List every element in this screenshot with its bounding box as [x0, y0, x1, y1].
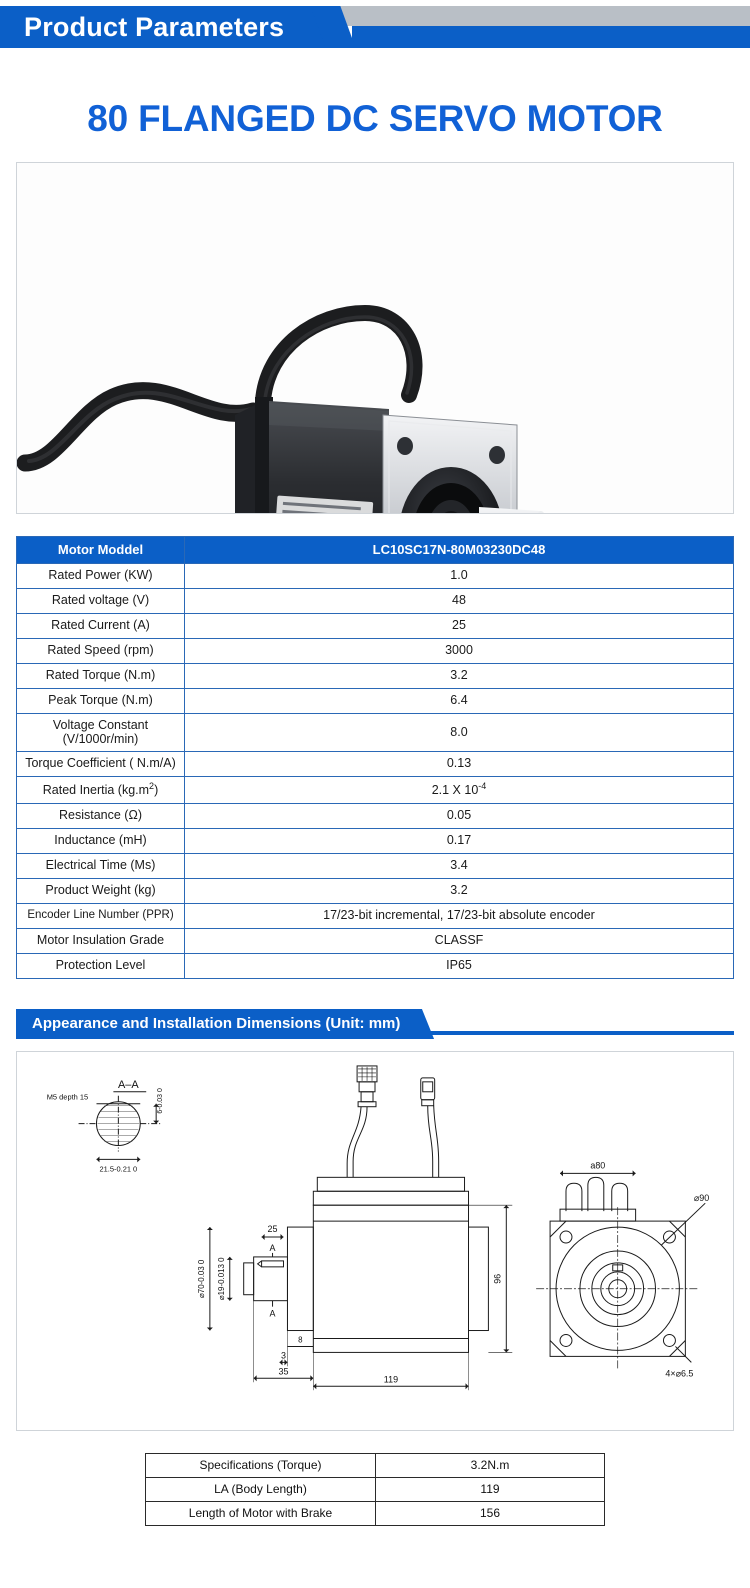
- spec-value: 3.2: [185, 878, 734, 903]
- table-row: [17, 776, 734, 803]
- spec-value: CLASSF: [185, 928, 734, 953]
- spec-label: Electrical Time (Ms): [17, 853, 185, 878]
- spec-value: 0.05: [185, 803, 734, 828]
- label-a80: a80: [590, 1159, 606, 1170]
- dimension-drawing: [16, 1051, 734, 1431]
- spec-label: Torque Coefficient ( N.m/A): [17, 751, 185, 776]
- product-title: 80 FLANGED DC SERVO MOTOR: [87, 98, 663, 139]
- table-row: [17, 803, 734, 828]
- table-row: [146, 1477, 605, 1501]
- label-dim-25: 25: [267, 1223, 278, 1234]
- bottom-value: 119: [376, 1477, 605, 1501]
- table-row: [17, 853, 734, 878]
- label-section-a-bottom: A: [269, 1308, 276, 1319]
- table-row: [17, 953, 734, 978]
- spec-value: 3000: [185, 639, 734, 664]
- label-shaft-flat: 21.5-0.21 0: [99, 1163, 138, 1173]
- spec-value: 0.13: [185, 751, 734, 776]
- spec-value: 0.17: [185, 828, 734, 853]
- spec-label: Inductance (mH): [17, 828, 185, 853]
- header-blue-bar: [352, 26, 750, 48]
- table-row: [146, 1453, 605, 1477]
- label-key-height: 6-0.03 0: [157, 1087, 165, 1114]
- page-title: Product Parameters: [24, 12, 285, 42]
- product-photo: [16, 162, 734, 514]
- label-m5-depth: M5 depth 15: [46, 1092, 89, 1102]
- spec-label: Rated Power (KW): [17, 564, 185, 589]
- section-banner-dimensions: [16, 1009, 734, 1043]
- spec-value: 25: [185, 614, 734, 639]
- table-row: [17, 751, 734, 776]
- spec-value: 1.0: [185, 564, 734, 589]
- dimension-drawing-svg: [17, 1052, 733, 1430]
- label-section-a-top: A: [269, 1242, 276, 1253]
- table-row: [17, 639, 734, 664]
- torque-length-table: [145, 1453, 605, 1526]
- bottom-value: 3.2N.m: [376, 1453, 605, 1477]
- table-row: [17, 689, 734, 714]
- label-shaft-dia: ⌀19-0.013 0: [216, 1256, 226, 1300]
- spec-value: 48: [185, 589, 734, 614]
- table-row: [17, 928, 734, 953]
- spec-label: Motor Insulation Grade: [17, 928, 185, 953]
- table-row: [17, 664, 734, 689]
- spec-label: Protection Level: [17, 953, 185, 978]
- spec-value: 6.4: [185, 689, 734, 714]
- spec-header-value: LC10SC17N-80M03230DC48: [185, 537, 734, 564]
- table-row: [146, 1501, 605, 1525]
- spec-header-label: Motor Moddel: [17, 537, 185, 564]
- table-row: [17, 828, 734, 853]
- bottom-label: LA (Body Length): [146, 1477, 376, 1501]
- spec-table: [16, 536, 734, 979]
- spec-value: 3.4: [185, 853, 734, 878]
- label-dim-35: 35: [278, 1365, 289, 1376]
- spec-value: 17/23-bit incremental, 17/23-bit absolute encoder: [185, 903, 734, 928]
- label-flange-dia: ⌀70-0.03 0: [196, 1259, 206, 1298]
- spec-value: 8.0: [185, 714, 734, 752]
- label-dim-119: 119: [383, 1373, 399, 1384]
- table-row: [17, 714, 734, 752]
- table-row-header: [17, 537, 734, 564]
- label-mounting-holes: 4×⌀6.5: [665, 1367, 694, 1378]
- table-row: [17, 903, 734, 928]
- spec-value: IP65: [185, 953, 734, 978]
- spec-label: Voltage Constant (V/1000r/min): [17, 714, 185, 752]
- header-grey-bar: [340, 6, 750, 26]
- table-row: [17, 589, 734, 614]
- spec-label: Rated Torque (N.m): [17, 664, 185, 689]
- label-dia-90: ⌀90: [693, 1192, 710, 1203]
- label-dim-96: 96: [492, 1273, 503, 1284]
- table-row: [17, 878, 734, 903]
- spec-label: Rated Speed (rpm): [17, 639, 185, 664]
- label-section-view: A–A: [117, 1078, 139, 1091]
- spec-label: Rated voltage (V): [17, 589, 185, 614]
- spec-label: Rated Current (A): [17, 614, 185, 639]
- spec-label: Encoder Line Number (PPR): [17, 903, 185, 928]
- spec-label: Rated Inertia $(kg.m^2)$: [17, 776, 185, 803]
- spec-value: 2.1 X $10^{-4}$: [185, 776, 734, 803]
- label-dim-8: 8: [298, 1334, 303, 1344]
- section-title: Appearance and Installation Dimensions (Unit: mm): [32, 1014, 401, 1032]
- bottom-value: 156: [376, 1501, 605, 1525]
- page-header: [0, 0, 750, 58]
- label-dim-3: 3: [280, 1349, 286, 1360]
- table-row: [17, 564, 734, 589]
- spec-label: Resistance (Ω): [17, 803, 185, 828]
- servo-motor-illustration: [17, 163, 733, 514]
- section-underline: [420, 1031, 734, 1035]
- bottom-label: Specifications (Torque): [146, 1453, 376, 1477]
- bottom-label: Length of Motor with Brake: [146, 1501, 376, 1525]
- spec-label: Product Weight (kg): [17, 878, 185, 903]
- spec-value: 3.2: [185, 664, 734, 689]
- table-row: [17, 614, 734, 639]
- spec-label: Peak Torque (N.m): [17, 689, 185, 714]
